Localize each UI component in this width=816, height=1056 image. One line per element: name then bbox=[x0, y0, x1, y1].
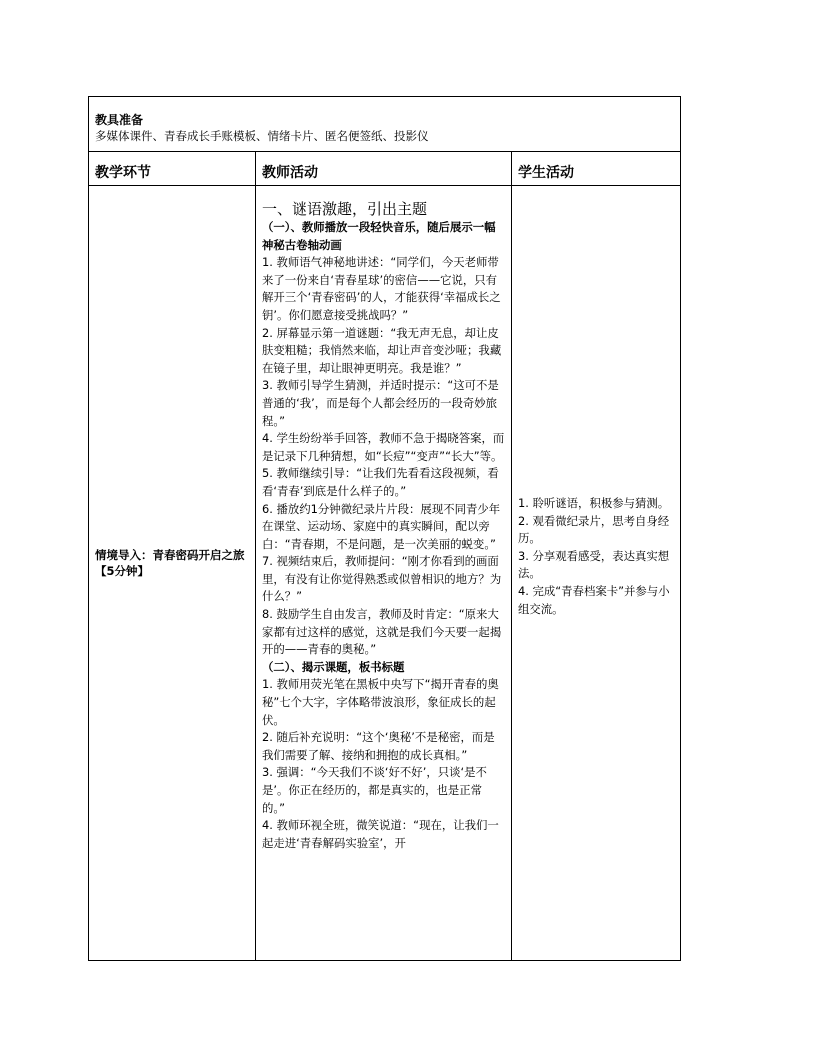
subsection-1-title: （一）、教师播放一段轻快音乐，随后展示一幅神秘古卷轴动画 bbox=[262, 220, 496, 252]
materials-list: 多媒体课件、青春成长手账模板、情绪卡片、匿名便签纸、投影仪 bbox=[95, 129, 429, 143]
teacher-step: 3. 强调：“今天我们不谈‘好不好’，只谈‘是不是’。你正在经历的，都是真实的，也是正常的。” bbox=[262, 765, 487, 815]
materials-cell bbox=[89, 97, 681, 152]
stage-cell bbox=[89, 186, 256, 961]
teacher-step: 3. 教师引导学生猜测，并适时提示：“这可不是普通的‘我’，而是每个人都会经历的一段奇妙旅程。” bbox=[262, 378, 499, 428]
lesson-plan-table bbox=[88, 96, 681, 961]
teacher-step: 4. 教师环视全班，微笑说道：“现在，让我们一起走进‘青春解码实验室’，开 bbox=[262, 818, 499, 850]
header-student bbox=[512, 152, 681, 186]
student-step: 2. 观看微纪录片，思考自身经历。 bbox=[518, 513, 670, 546]
header-teacher-label: 教师活动 bbox=[262, 165, 318, 181]
teacher-step: 8. 鼓励学生自由发言，教师及时肯定：“原来大家都有过这样的感觉，这就是我们今天要一起揭开的——青春的奥秘。” bbox=[262, 607, 502, 657]
teacher-activity-cell bbox=[256, 186, 512, 961]
student-step: 1. 聆听谜语，积极参与猜测。 bbox=[518, 496, 670, 510]
header-stage bbox=[89, 152, 256, 186]
materials-title: 教具准备 bbox=[95, 113, 144, 127]
header-teacher bbox=[256, 152, 512, 186]
teacher-step: 5. 教师继续引导：“让我们先看看这段视频，看看‘青春’到底是什么样子的。” bbox=[262, 466, 499, 498]
student-activity-cell bbox=[512, 186, 681, 961]
teacher-step: 1. 教师用荧光笔在黑板中央写下“揭开青春的奥秘”七个大字，字体略带波浪形，象征成长的起伏。 bbox=[262, 677, 499, 727]
teacher-step: 1. 教师语气神秘地讲述：“同学们，今天老师带来了一份来自‘青春星球’的密信——它说，只有解开三个‘青春密码’的人，才能获得‘幸福成长之钥’。你们愿意接受挑战吗？” bbox=[262, 255, 501, 322]
header-stage-label: 教学环节 bbox=[95, 165, 151, 181]
student-step: 4. 完成“青春档案卡”并参与小组交流。 bbox=[518, 583, 670, 616]
teacher-step: 2. 屏幕显示第一道谜题：“我无声无息，却让皮肤变粗糙；我悄然来临，却让声音变沙哑；我藏在镜子里，却让眼神更明亮。我是谁？” bbox=[262, 325, 502, 375]
section-title: 一、谜语激趣，引出主题 bbox=[262, 200, 428, 218]
stage-label: 情境导入：青春密码开启之旅【5分钟】 bbox=[95, 548, 245, 578]
teacher-step: 4. 学生纷纷举手回答，教师不急于揭晓答案，而是记录下几种猜想，如“长痘”“变声”“长大”等。 bbox=[262, 431, 505, 463]
teacher-step: 6. 播放约1分钟微纪录片片段：展现不同青少年在课堂、运动场、家庭中的真实瞬间，配以旁白：“青春期，不是问题，是一次美丽的蜕变。” bbox=[262, 501, 501, 551]
student-step: 3. 分享观看感受，表达真实想法。 bbox=[518, 548, 670, 581]
header-student-label: 学生活动 bbox=[518, 165, 574, 181]
subsection-2-title: （二）、揭示课题，板书标题 bbox=[262, 659, 405, 674]
teacher-step: 2. 随后补充说明：“这个‘奥秘’不是秘密，而是我们需要了解、接纳和拥抱的成长真相。” bbox=[262, 730, 495, 762]
teacher-step: 7. 视频结束后，教师提问：“刚才你看到的画面里，有没有让你觉得熟悉或似曾相识的地方？为什么？” bbox=[262, 554, 502, 604]
